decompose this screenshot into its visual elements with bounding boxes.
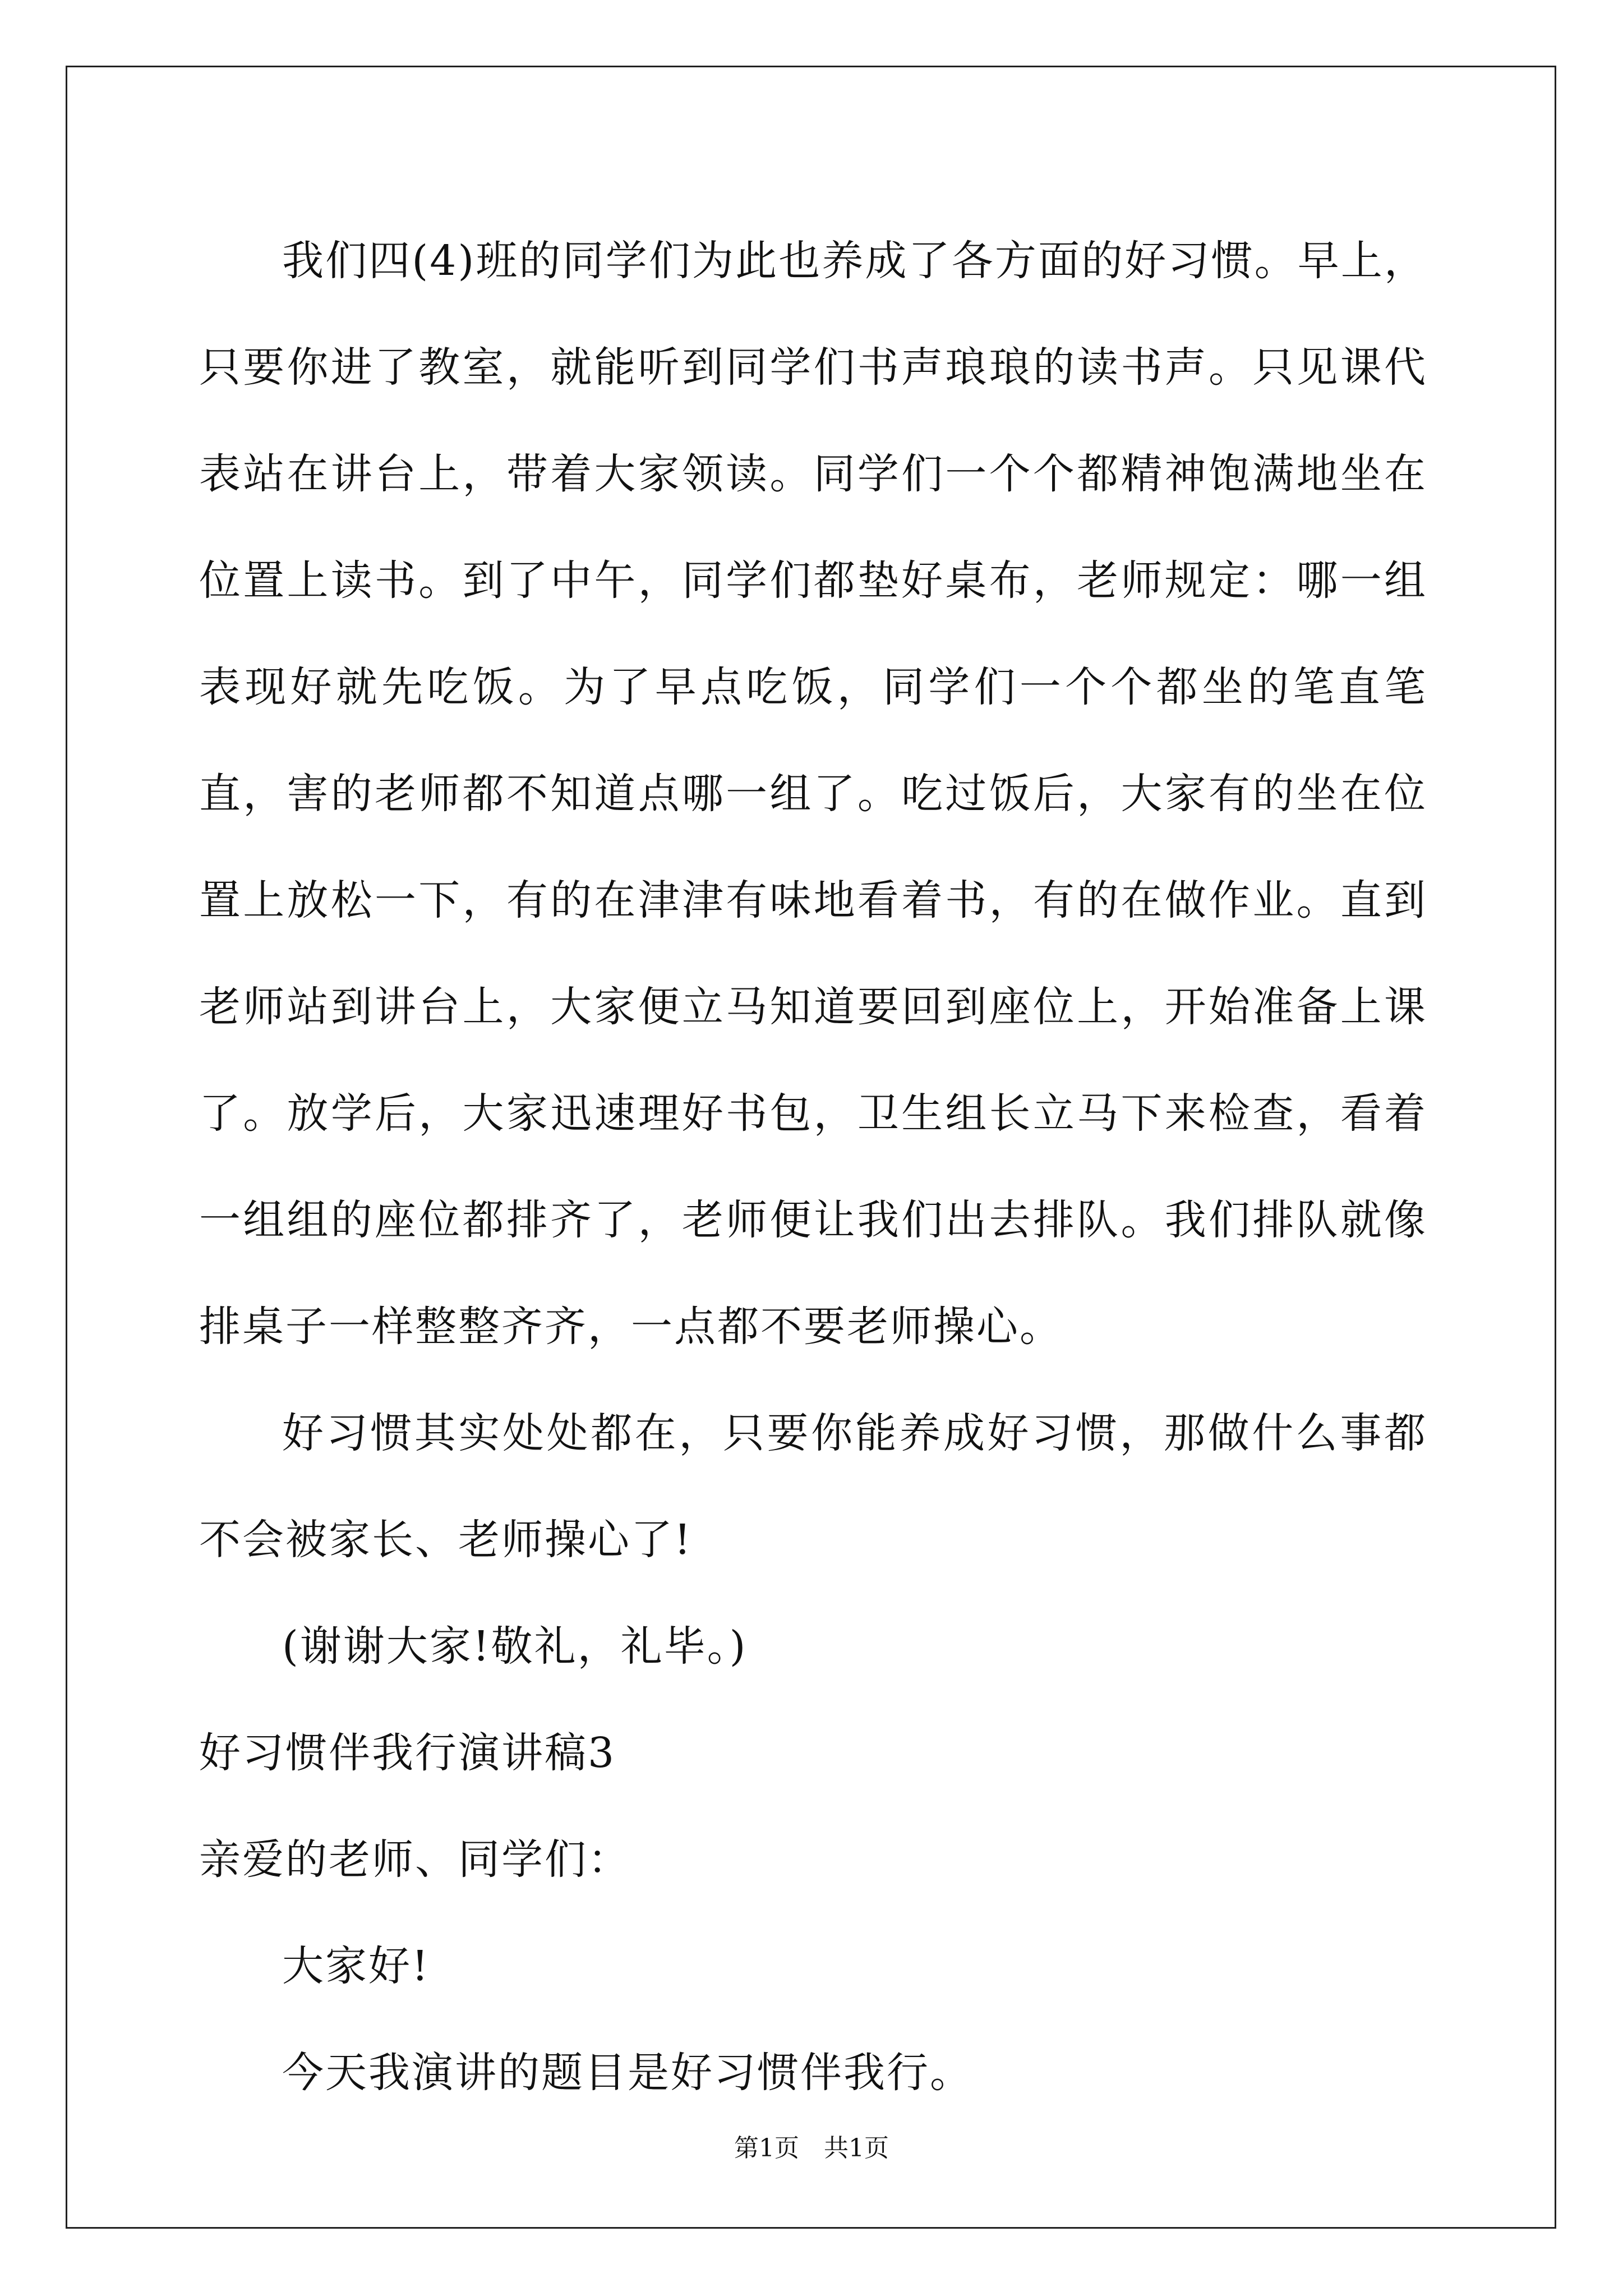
page-footer: 第1页 共1页 <box>734 2134 889 2162</box>
paragraph-thanks: (谢谢大家!敬礼，礼毕。) <box>282 1622 748 1671</box>
greeting: 大家好! <box>282 1942 430 1990</box>
paragraph-conclusion: 好习惯其实处处都在，只要你能养成好习惯，那做什么事都不会被家长、老师操心了! <box>199 1409 1427 1564</box>
document-body <box>199 208 1427 2126</box>
salutation: 亲爱的老师、同学们： <box>199 1835 631 1884</box>
paragraph-class-habits: 我们四(4)班的同学们为此也养成了各方面的好习惯。早上，只要你进了教室，就能听到同学们书声琅琅的读书声。只见课代表站在讲台上，带着大家领读。同学们一个个都精神饱满地坐在位置上读书。到了中午，同学们都垫好桌布，老师规定：哪一组表现好就先吃饭。为了早点吃饭，同学们一个个都坐的笔直笔直，害的老师都不知道点哪一组了。吃过饭后，大家有的坐在位置上放松一下，有的在津津有味地看着书，有的在做作业。直到老师站到讲台上，大家便立马知道要回到座位上，开始准备上课了。放学后，大家迅速理好书包，卫生组长立马下来检查，看着一组组的座位都排齐了，老师便让我们出去排队。我们排队就像排桌子一样整整齐齐，一点都不要老师操心。 <box>199 237 1427 1351</box>
speech-title: 好习惯伴我行演讲稿3 <box>199 1729 616 1777</box>
paragraph-topic: 今天我演讲的题目是好习惯伴我行。 <box>282 2049 973 2097</box>
